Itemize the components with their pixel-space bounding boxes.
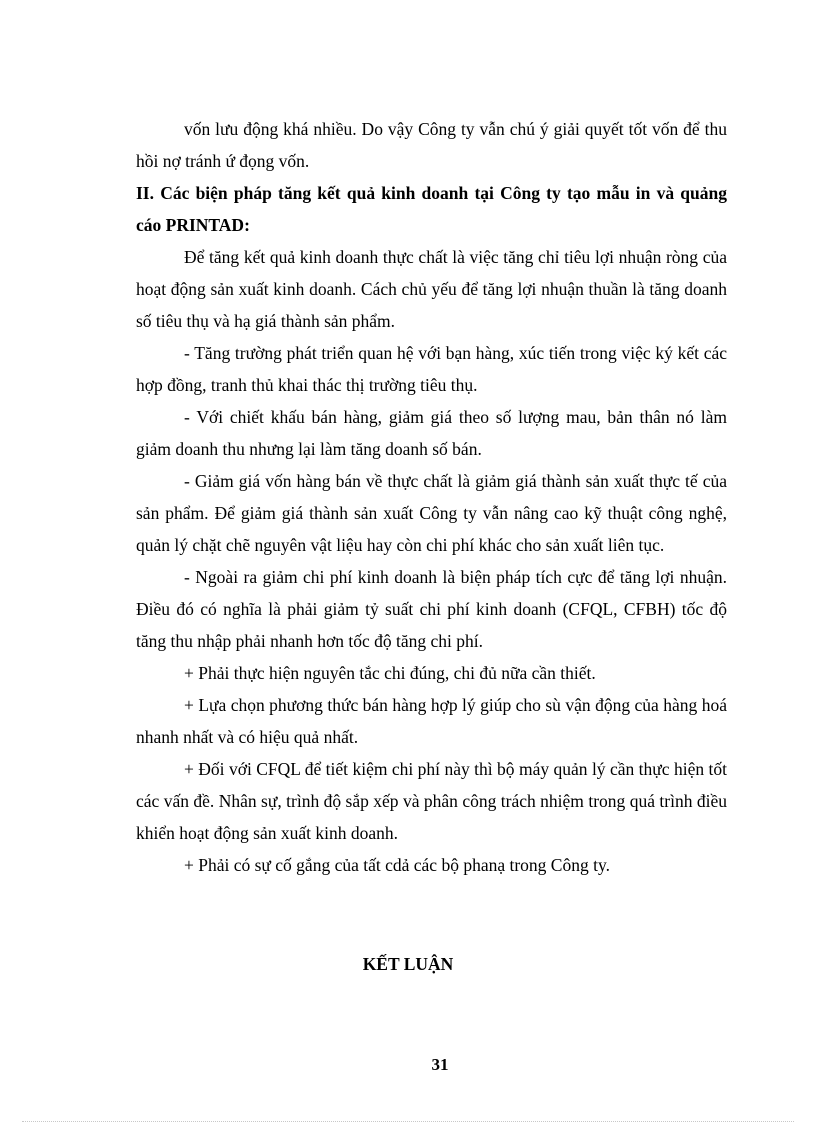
- paragraph-4: - Với chiết khấu bán hàng, giảm giá theo số lượng mau, bản thân nó làm giảm doanh thu nhưng lại làm tăng doanh số bán.: [136, 407, 727, 459]
- page-bottom-divider: [22, 1121, 794, 1122]
- conclusion-heading: KẾT LUẬN: [362, 954, 454, 974]
- paragraph-7: + Phải thực hiện nguyên tắc chi đúng, chi đủ nữa cần thiết.: [184, 663, 596, 683]
- paragraph-1: vốn lưu động khá nhiều. Do vậy Công ty vẫn chú ý giải quyết tốt vốn để thu hồi nợ tránh ứ đọng vốn.: [136, 119, 727, 171]
- paragraph-2: Để tăng kết quả kinh doanh thực chất là việc tăng chỉ tiêu lợi nhuận ròng của hoạt động sản xuất kinh doanh. Cách chủ yếu để tăng lợi nhuận thuần là tăng doanh số tiêu thụ và hạ giá thành sản phẩm.: [136, 247, 727, 331]
- paragraph-3: - Tăng trường phát triển quan hệ với bạn hàng, xúc tiến trong việc ký kết các hợp đồng, tranh thủ khai thác thị trường tiêu thụ.: [136, 343, 727, 395]
- document-body: [136, 113, 727, 881]
- paragraph-10: + Phải có sự cố gắng của tất cdả các bộ phanạ trong Công ty.: [184, 855, 610, 875]
- paragraph-6: - Ngoài ra giảm chi phí kinh doanh là biện pháp tích cực để tăng lợi nhuận. Điều đó có nghĩa là phải giảm tỷ suất chi phí kinh doanh (CFQL, CFBH) tốc độ tăng thu nhập phải nhanh hơn tốc độ tăng chi phí.: [136, 567, 727, 651]
- paragraph-5: - Giảm giá vốn hàng bán về thực chất là giảm giá thành sản xuất thực tế của sản phẩm. Để giảm giá thành sản xuất Công ty vẫn nâng cao kỹ thuật công nghệ, quản lý chặt chẽ nguyên vật liệu hay còn chi phí khác cho sản xuất liên tục.: [136, 471, 727, 555]
- paragraph-8: + Lựa chọn phương thức bán hàng hợp lý giúp cho sù vận động của hàng hoá nhanh nhất và có hiệu quả nhất.: [136, 695, 727, 747]
- paragraph-9: + Đối với CFQL để tiết kiệm chi phí này thì bộ máy quản lý cần thực hiện tốt các vấn đề. Nhân sự, trình độ sắp xếp và phân công trách nhiệm trong quá trình điều khiển hoạt động sản xuất kinh doanh.: [136, 759, 727, 843]
- section-heading-ii: II. Các biện pháp tăng kết quả kinh doanh tại Công ty tạo mẫu in và quảng cáo PRINTAD:: [136, 183, 727, 235]
- page-number: 31: [431, 1055, 449, 1074]
